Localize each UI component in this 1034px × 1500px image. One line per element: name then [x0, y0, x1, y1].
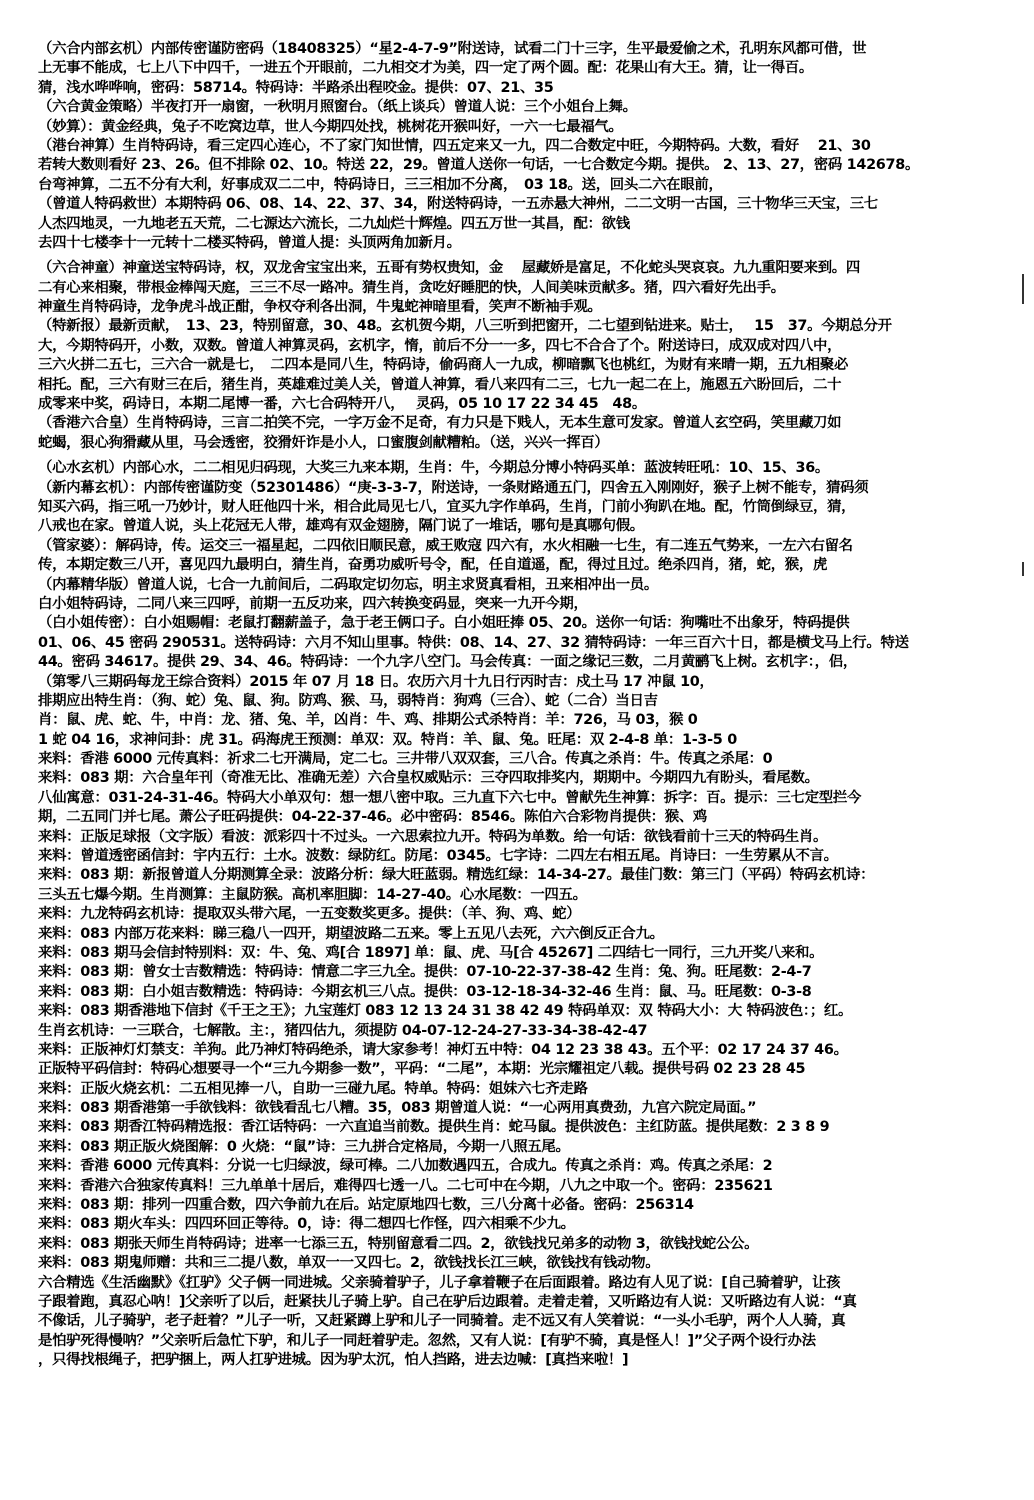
text-line: 八戒也在家。曾道人说，头上花冠无人带，雄鸡有双金翅膀，隔门说了一堆话，哪句是真哪句假。 — [38, 518, 644, 535]
margin-mark — [1022, 562, 1024, 576]
text-line: 神童生肖特码诗，龙争虎斗战正酣，争权夺利各出洞，牛鬼蛇神暗里看，笑声不断袖手观。 — [38, 299, 602, 316]
text-line: 期，二五同门并七尾。萧公子旺码提供：04-22-37-46。必中密码：8546。陈伯六合彩物肖提供：猴、鸡 — [38, 809, 708, 826]
text-line: 三六火拼二五七，三六合一就是七， 二四本是同八生，特码诗，偷码商人一九成，柳暗飘飞也桃红，为财有来晴一期，五九相聚必 — [38, 357, 849, 374]
text-line: 来料：正版神灯灯禁支：羊狗。此乃神灯特码绝杀，请大家参考！神灯五中特：04 12 23 38 43。五个平：02 17 24 37 46。 — [38, 1041, 848, 1058]
text-line: 传，本期定数三八开，喜见四九最明白，猜生肖，奋勇功威听号令，配，任自道遥，配，得过且过。绝杀四肖，猪，蛇，猴，虎 — [38, 557, 828, 574]
text-line: 相托。配，三六有财三在后，猪生肖，英雄难过美人关，曾道人神算，看八来四有二三，七九一起二在上，施恩五六盼回后，二十 — [38, 376, 842, 393]
text-line: 来料：083 期：排列一四重合数，四六争前九在后。站定原地四七数，三八分离十必备。密码：256314 — [38, 1197, 694, 1214]
text-line: 若转大数则看好 23、26。但不排除 02、10。特送 22，29。曾道人送你一句话，一七合数定今期。提供。 2、13、27，密码 142678。 — [38, 157, 920, 174]
text-line: （内幕精华版）曾道人说，七合一九前间后，二码取定切勿忘，明主求贤真看相，丑来相冲出一员。 — [38, 576, 658, 593]
text-line: 来料：083 期：六合皇年刊（奇准无比、准确无差）六合皇权威贴示：三夺四取排奖内，期期中。今期四九有盼头，看尾数。 — [38, 770, 819, 787]
text-line: 来料：香港六合独家传真料！三九单单十居后，难得四七透一八。二七可中在今期，八九之中取一个。密码：235621 — [38, 1177, 773, 1194]
text-line: 去四十七楼李十一元转十二楼买特码，曾道人提：头顶两角加新月。 — [38, 234, 461, 251]
text-line: 猜，浅水哗哗响，密码：58714。特码诗：半路杀出程咬金。提供：07、21、35 — [38, 79, 554, 96]
text-line: 01、06、45 密码 290531。送特码诗：六月不知山里事。特供：08、14、27、32 猜特码诗：一年三百六十日，都是横戈马上行。特送 — [38, 634, 909, 651]
text-line: 来料：083 内部万花来料：睇三稳八一四开，期望波路二五来。零上五见八去死，六六倒反正合九。 — [38, 925, 664, 942]
text-line: 来料：曾道透密函信封：宇内五行：土水。波数：绿防红。防尾：0345。七字诗：二四左右相五尾。肖诗曰：一生劳累从不言。 — [38, 848, 838, 865]
text-line: 六合精选《生活幽默》《扛驴》父子俩一同进城。父亲骑着驴子，儿子拿着鞭子在后面跟着。路边有人见了说：[自己骑着驴，让孩 — [38, 1274, 841, 1291]
text-line: 来料：香港 6000 元传真料：祈求二七开满局，定二七。三井带八双双套，三八合。传真之杀肖：牛。传真之杀尾：0 — [38, 751, 773, 768]
text-line: （新内幕玄机）：内部传密谨防变（52301486）“庚-3-3-7，附送诗，一条财路通五门，四舍五入刚刚好，猴子上树不能专，猜码须 — [38, 479, 869, 496]
text-line: （第零八三期码每龙王综合资料）2015 年 07 月 18 日。农历六月十九日行丙时吉：戍土马 17 冲鼠 10， — [38, 673, 714, 690]
text-line: 来料：083 期张天师生肖特码诗；进率一七添三五，特别留意看二四。2，欲钱找兄弟多的动物 3，欲钱找蛇公公。 — [38, 1235, 759, 1252]
text-line: 来料：正版足球报（文字版）看波：派彩四十不过头。一六思索拉九开。特码为单数。给一句话：欲钱看前十三天的特码生肖。 — [38, 828, 828, 845]
text-line: 不像话，儿子骑驴，老子赶着？”儿子一听，又赶紧蹲上驴和儿子一同骑着。走不远又有人笑着说：“一头小毛驴，两个人人骑，真 — [38, 1313, 846, 1330]
text-line: 来料：正版火烧玄机：二五相见捧一八，自助一三碰九尾。特单。特码：姐妹六七齐走路 — [38, 1080, 588, 1097]
text-line: 白小姐特码诗，二同八来三四呼，前期一五反功来，四六转换变码显，突来一九开今期， — [38, 595, 588, 612]
text-line: （妙算）：黄金经典，兔子不吃窝边草，世人今期四处找，桃树花开猴叫好，一六一七最福气。 — [38, 118, 623, 135]
text-line: 1 蛇 04 16，求神问卦：虎 31。码海虎王预测：单双：双。特肖：羊、鼠、兔。旺尾：双 2-4-8 单：1-3-5 0 — [38, 731, 737, 748]
text-line: （六合神童）神童送宝特码诗，权，双龙舍宝宝出来，五哥有势权贵知，金 屋藏娇是富足，不化蛇头哭哀哀。九九重阳要来到。四 — [38, 260, 860, 277]
text-line: 正版特平码信封：特码心想要寻一个“三九今期参一数”，平码：“二尾”，本期：光宗耀祖定八载。提供号码 02 23 28 45 — [38, 1061, 806, 1078]
text-line: 来料：083 期香江特码精选报：香江话特码：一六直追当前数。提供生肖：蛇马鼠。提供波色：主红防蓝。提供尾数：2 3 8 9 — [38, 1119, 830, 1136]
text-line: 来料：083 期香港地下信封《千王之王》；九宝莲灯 083 12 13 24 31 38 42 49 特码单双：双 特码大小：大 特码波色：；红。 — [38, 1003, 853, 1020]
text-line: 肖：鼠、虎、蛇、牛，中肖：龙、猪、兔、羊，凶肖：牛、鸡、排期公式杀特肖：羊：726，马 03，猴 0 — [38, 712, 698, 729]
text-line: 上无事不能成，七上八下中四千，一进五个开眼前，二九相交才为美，四一定了两个圆。配：花果山有大王。猜，让一得百。 — [38, 60, 813, 77]
text-line: 是怕驴死得慢呐？”父亲听后急忙下驴，和儿子一同赶着驴走。忽然，又有人说：[有驴不骑，真是怪人！]”父子两个设行办法 — [38, 1332, 816, 1349]
text-line: （港台神算）生肖特码诗，看三定四心连心，不了家门知世情，四五定来又一九，四二合数定中旺，今期特码。大数，看好 21、30 — [38, 137, 871, 154]
text-line: 来料：083 期马会信封特别料：双：牛、兔、鸡[合 1897] 单：鼠、虎、马[合 45267] 二四结七一同行，三九开奖八来和。 — [38, 944, 824, 961]
text-line: 子跟着跑，真忍心呐！]父亲听了以后，赶紧扶儿子骑上驴。自己在驴后边跟着。走着走着，又听路边有人说：又听路边有人说：“真 — [38, 1294, 857, 1310]
text-line: 八仙寓意：031-24-31-46。特码大小单双句：想一想八密中取。三九直下六七中。曾献先生神算：拆字：百。提示：三七定型拦今 — [38, 789, 862, 806]
text-line: 来料：083 期火车头：四四环回正等待。0，诗：得二想四七作怪，四六相乘不少九。 — [38, 1216, 575, 1233]
text-line: （特新报）最新贡献， 13、23，特别留意，30、48。玄机贺今期，八三听到把窗开，二七望到钻进来。贴士， 15 37。今期总分开 — [38, 318, 892, 335]
text-line: （心水玄机）内部心水，二二相见归码现，大奖三九来本期，生肖：牛，今期总分博小特码买单：蓝波转旺吼：10、15、36。 — [38, 460, 829, 477]
text-line: 来料：083 期鬼师赠：共和三二提八数，单双一一又四七。2，欲钱找长江三峡，欲钱找有钱动物。 — [38, 1255, 660, 1272]
text-line: （白小姐传密）：白小姐赐帽：老鼠打翻薪盖子，急于老王俩口子。白小姐旺捧 05、20。送你一句话：狗嘴吐不出象牙，特码提供 — [38, 615, 850, 632]
text-line: 人杰四地灵，一九地老五天荒，二七源达六流长，二九灿烂十辉煌。四五万世一其昌，配：欲钱 — [38, 215, 630, 232]
text-line: 来料：083 期正版火烧图解：0 火烧：“鼠”诗：三九拼合定格局，今期一八照五尾。 — [38, 1138, 570, 1155]
text-line: （管家婆）：解码诗，传。运交三一福星起，二四依旧顺民意，威王败寇 四六有，水火相融一七生，有二连五气势来，一左六右留名 — [38, 537, 853, 554]
text-line: 生肖玄机诗：一三联合，七解散。主：，猪四估九，须提防 04-07-12-24-27-33-34-38-42-47 — [38, 1022, 648, 1039]
text-line: 成零来中奖，码诗日，本期二尾博一番，六七合码特开八， 灵码，05 10 17 22 34 45 48。 — [38, 396, 646, 413]
text-line: 大，今期特码开，小数，双数。曾道人神算灵码，玄机字，惰，前后不分一一多，四七不合合了个。附送诗曰，成双成对四八中， — [38, 337, 842, 354]
text-line: 二有心来相聚，带根金棒闯天庭，三三不尽一路冲。猜生肖，贪吃好睡肥的快，人间美味贡献多。猪，四六看好先出手。 — [38, 279, 785, 296]
text-line: 来料：083 期：白小姐吉数精选：特码诗：今期玄机三八点。提供：03-12-18-34-32-46 生肖：鼠、马。旺尾数：0-3-8 — [38, 983, 812, 1000]
text-line: （六合内部玄机）内部传密谨防密码（18408325）“星2-4-7-9”附送诗，试看二门十三字，生平最爱偷之术，孔明东风都可借，世 — [38, 41, 867, 57]
text-line: 知买六码，指三吼一乃妙计，财人旺他四十米，相合此局见七八，宜买九字作单码，生肖，门前小狗趴在地。配，竹筒倒绿豆，猜， — [38, 498, 856, 515]
text-line: 台弯神算，二五不分有大利，好事成双二二中，特码诗日，三三相加不分离， 03 18。送，回头二六在眼前， — [38, 176, 723, 193]
text-line: 三头五七爆今期。生肖测算：主鼠防猴。高机率胆脚：14-27-40。心水尾数：一四五。 — [38, 886, 587, 903]
text-line: （香港六合皇）生肖特码诗，三言二拍笑不完，一字万金不足奇，有力只是下贱人，无本生意可发家。曾道人玄空码，笑里藏刀如 — [38, 415, 842, 432]
text-line: 排期应出特生肖：（狗、蛇）兔、鼠、狗。防鸡、猴、马，弱特肖：狗鸡（三合）、蛇（二合）当日吉 — [38, 692, 658, 709]
text-line: （六合黄金策略）半夜打开一扇窗，一秋明月照窗台。（纸上谈兵）曾道人说：三个小姐台上舞。 — [38, 99, 637, 116]
text-line: 来料：083 期：新报曾道人分期测算全录：波路分析：绿大旺蓝弱。精选红绿：14-34-27。最佳门数：第三门（平码）特码玄机诗： — [38, 867, 875, 884]
text-line: ，只得找根绳子，把驴捆上，两人扛驴进城。因为驴太沉，怕人挡路，进去边喊：[真挡来啦！] — [38, 1352, 629, 1369]
text-line: 来料：香港 6000 元传真料：分说一七归绿波，绿可棒。二八加数遇四五，合成九。传真之杀肖：鸡。传真之杀尾：2 — [38, 1158, 773, 1175]
text-line: 来料：083 期：曾女士吉数精选：特码诗：情意二字三九全。提供：07-10-22-37-38-42 生肖：兔、狗。旺尾数：2-4-7 — [38, 964, 812, 981]
text-line: 蛇蝎，狠心狗猾藏从里，马会透密，狡猾奸诈是小人，口蜜腹剑献糟粕。（送，兴兴一挥百） — [38, 434, 609, 451]
margin-mark — [1022, 274, 1024, 304]
text-line: 44。密码 34617。提供 29、34、46。特码诗：一个九字八空门。马会传真：一面之缘记三数，二月黄鹂飞上树。玄机字：，侣， — [38, 654, 857, 671]
text-line: （曾道人特码救世）本期特码 06、08、14、22、37、34，附送特码诗，一五赤悬大神州，二二文明一古国，三十物华三天宝，三七 — [38, 196, 878, 213]
text-line: 来料：083 期香港第一手欲钱料：欲钱看乱七八糟。35，083 期曾道人说：“一心两用真费劲，九宫六院定局面。” — [38, 1100, 757, 1117]
text-line: 来料：九龙特码玄机诗：提取双头带六尾，一五变数奖更多。提供：（羊、狗、鸡、蛇） — [38, 906, 581, 923]
